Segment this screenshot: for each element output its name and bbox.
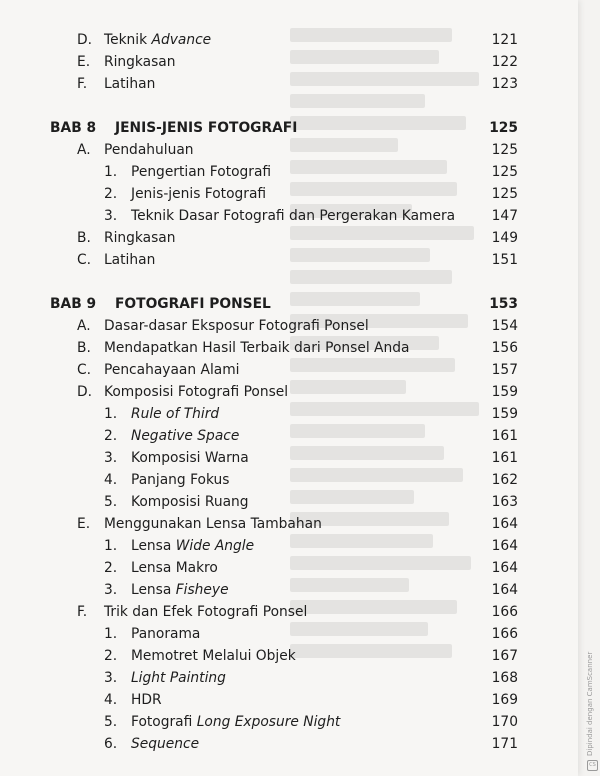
toc-page-number: 122 [491,54,518,70]
toc-entry-title-italic: Negative Space [131,428,240,444]
toc-page-number: 125 [491,164,518,180]
toc-entry-title [131,557,218,579]
toc-entry-marker: 1. [104,164,118,180]
toc-entry-title [104,601,307,623]
toc-entry-title-text: Fotografi [131,714,197,730]
toc-entry-title-italic: Advance [151,32,212,48]
toc-entry-title [104,139,194,161]
toc-entry-title [115,117,297,139]
toc-entry [0,689,578,711]
toc-entry [0,337,578,359]
toc-page-number: 169 [491,692,518,708]
toc-entry [0,249,578,271]
toc-entry [0,381,578,403]
toc-entry-title-text: Dasar-dasar Eksposur Fotografi Ponsel [104,318,369,334]
toc-entry-marker: 1. [104,406,118,422]
toc-entry-marker: 3. [104,450,118,466]
toc-entry-title-text: JENIS-JENIS FOTOGRAFI [115,120,298,136]
toc-page-number: 121 [491,32,518,48]
toc-entry-title [104,359,240,381]
toc-entry-title-text: Komposisi Warna [131,450,249,466]
toc-entry [0,491,578,513]
toc-entry-title [104,51,176,73]
toc-entry-title-text: Komposisi Ruang [131,494,249,510]
toc-entry-title [104,249,155,271]
toc-entry-marker: B. [77,230,91,246]
toc-entry-marker: BAB 9 [50,296,97,312]
toc-entry-title [131,447,249,469]
toc-entry-marker: 3. [104,670,118,686]
toc-entry [0,469,578,491]
toc-page-number: 171 [491,736,518,752]
toc-entry-title [104,29,211,51]
toc-entry-title [115,293,271,315]
toc-entry-title-text: Pendahuluan [104,142,194,158]
toc-entry-title [131,667,226,689]
toc-entry-marker: 2. [104,186,118,202]
toc-entry [0,205,578,227]
toc-entry-title [104,73,155,95]
toc-chapter-entry [0,117,578,139]
toc-entry-title-text: Komposisi Fotografi Ponsel [104,384,289,400]
toc-entry-title-text: Teknik Dasar Fotografi dan Pergerakan Kamera [131,208,456,224]
toc-entry-title-text: Pengertian Fotografi [131,164,272,180]
toc-entry-title-text: Lensa [131,538,176,554]
toc-entry-title [104,381,288,403]
toc-entry-marker: B. [77,340,91,356]
toc-entry-title [131,205,455,227]
toc-entry-marker: E. [77,54,91,70]
toc-page-number: 170 [491,714,518,730]
toc-entry-title-italic: Sequence [131,736,200,752]
toc-entry-marker: 3. [104,582,118,598]
toc-entry [0,51,578,73]
toc-entry-marker: 4. [104,472,118,488]
toc-page-number: 156 [491,340,518,356]
toc-entry-title [131,161,271,183]
toc-entry [0,227,578,249]
toc-entry-title [104,315,369,337]
toc-entry [0,601,578,623]
toc-entry-title-italic: Light Painting [131,670,226,686]
toc-entry-marker: E. [77,516,91,532]
toc-entry [0,557,578,579]
toc-entry [0,733,578,755]
toc-page-number: 168 [491,670,518,686]
toc-entry [0,623,578,645]
toc-page-number: 159 [491,406,518,422]
toc-entry-title-text: HDR [131,692,162,708]
toc-entry-title-text: Memotret Melalui Objek [131,648,296,664]
toc-entry-title-text: Teknik [104,32,152,48]
toc-entry-title [131,733,199,755]
toc-entry-title [104,513,322,535]
toc-entry-marker: D. [77,32,93,48]
toc-entry-title-text: Latihan [104,76,156,92]
toc-page-number: 164 [491,538,518,554]
toc-entry [0,711,578,733]
toc-entry-title [131,579,229,601]
toc-page-number: 154 [491,318,518,334]
toc-entry-title-text: Trik dan Efek Fotografi Ponsel [104,604,308,620]
toc-entry-title-text: Pencahayaan Alami [104,362,240,378]
toc-entry [0,645,578,667]
toc-entry [0,29,578,51]
toc-page-number: 163 [491,494,518,510]
toc-entry-title-text: Ringkasan [104,54,176,70]
toc-entry [0,315,578,337]
toc-entry-marker: 4. [104,692,118,708]
toc-entry-title-text: Jenis-jenis Fotografi [131,186,267,202]
toc-entry-marker: 5. [104,714,118,730]
toc-entry-marker: A. [77,142,91,158]
toc-entry-title [131,645,296,667]
toc-entry-title-text: Panjang Fokus [131,472,230,488]
toc-page-number: 161 [491,450,518,466]
toc-entry [0,73,578,95]
toc-entry-title [131,183,266,205]
toc-entry-marker: F. [77,604,88,620]
toc-entry [0,535,578,557]
scanner-watermark-text: Dipindai dengan CamScanner [586,651,594,756]
toc-entry-marker: C. [77,362,92,378]
toc-entry-title-text: Mendapatkan Hasil Terbaik dari Ponsel Anda [104,340,410,356]
toc-entry-marker: 3. [104,208,118,224]
toc-page-number: 162 [491,472,518,488]
toc-entry-title [131,491,249,513]
toc-entry [0,513,578,535]
toc-entry-marker: F. [77,76,88,92]
toc-entry-title [131,711,340,733]
toc-entry [0,359,578,381]
toc-entry-marker: 2. [104,648,118,664]
toc-entry-title [104,337,409,359]
toc-entry [0,579,578,601]
toc-entry-marker: C. [77,252,92,268]
toc-entry-marker: 5. [104,494,118,510]
toc-page-number: 167 [491,648,518,664]
toc-entry-title-text: Lensa Makro [131,560,218,576]
toc-page-number: 153 [489,296,518,312]
toc-page-number: 166 [491,626,518,642]
toc-entry [0,425,578,447]
camscanner-logo-icon: CS [587,760,598,771]
toc-page-number: 125 [491,142,518,158]
toc-entry-title-italic: Rule of Third [131,406,220,422]
toc-entry-title [104,227,176,249]
toc-entry-title-italic: Fisheye [175,582,229,598]
toc-entry-title-text: Latihan [104,252,156,268]
toc-chapter-entry [0,293,578,315]
toc-entry-title [131,535,254,557]
toc-entry-marker: D. [77,384,93,400]
toc-entry [0,183,578,205]
toc-entry [0,667,578,689]
toc-entry-marker: 2. [104,428,118,444]
toc-entry-marker: 1. [104,538,118,554]
toc-page-number: 147 [491,208,518,224]
toc-entry-marker: A. [77,318,91,334]
toc-entry-title-italic: Wide Angle [175,538,255,554]
toc-page-number: 125 [489,120,518,136]
toc-page-number: 164 [491,560,518,576]
toc-entry-marker: BAB 8 [50,120,97,136]
toc-entry [0,403,578,425]
toc-page-number: 159 [491,384,518,400]
toc-entry-title [131,403,219,425]
toc-entry-marker: 1. [104,626,118,642]
toc-entry [0,447,578,469]
toc-page-number: 166 [491,604,518,620]
toc-entry-title-text: FOTOGRAFI PONSEL [115,296,271,312]
toc-entry-title-text: Menggunakan Lensa Tambahan [104,516,322,532]
toc-entry [0,139,578,161]
toc-entry-title-text: Lensa [131,582,176,598]
scanner-watermark [584,612,596,762]
toc-page-number: 151 [491,252,518,268]
toc-entry-marker: 6. [104,736,118,752]
toc-entry-title-italic: Long Exposure Night [196,714,341,730]
toc-entry-title-text: Ringkasan [104,230,176,246]
toc-entry-title [131,425,239,447]
toc-entry-title [131,469,229,491]
toc-page-number: 157 [491,362,518,378]
toc-entry [0,161,578,183]
toc-entry-title [131,623,200,645]
toc-page-number: 161 [491,428,518,444]
toc-page-number: 164 [491,516,518,532]
toc-page-number: 164 [491,582,518,598]
toc-page-number: 125 [491,186,518,202]
toc-entry-title-text: Panorama [131,626,201,642]
toc-page-number: 149 [491,230,518,246]
toc-page-number: 123 [491,76,518,92]
toc-entry-marker: 2. [104,560,118,576]
toc-entry-title [131,689,162,711]
